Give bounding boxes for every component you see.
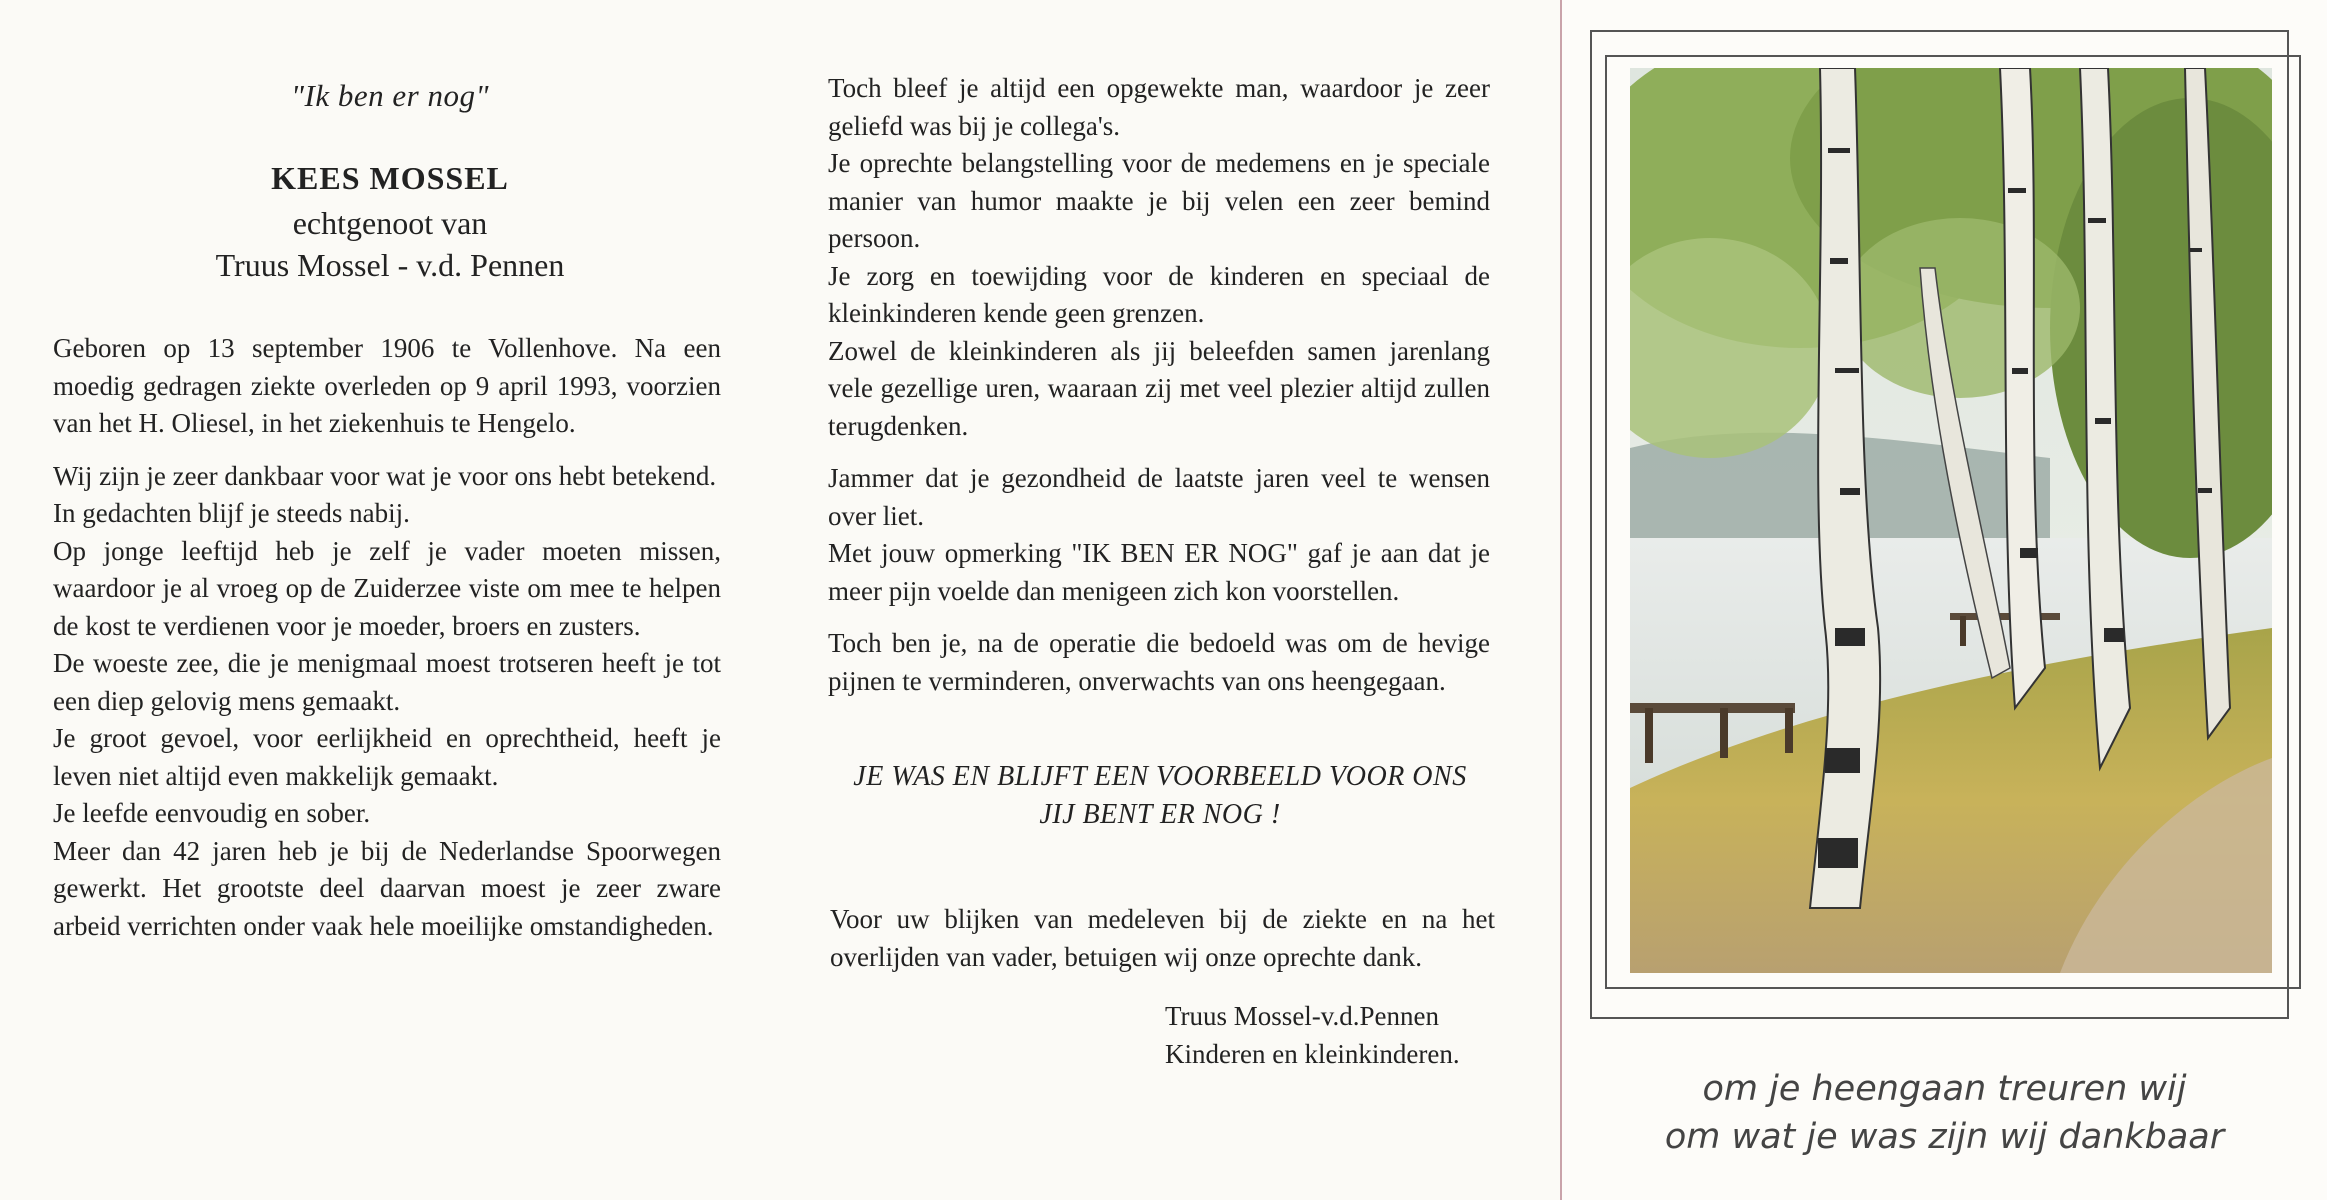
spouse-intro: echtgenoot van: [292, 205, 488, 241]
paragraph-operation: Toch ben je, na de operatie die bedoeld was om de hevige pijnen te verminderen, onverwachts van ons heengegaan.: [828, 628, 1490, 696]
paragraph-gratitude: Wij zijn je zeer dankbaar voor wat je voor ons hebt betekend.: [53, 460, 717, 491]
spouse-name: Truus Mossel - v.d. Pennen: [215, 247, 565, 283]
signature-line-2: Kinderen en kleinkinderen.: [1165, 1039, 1460, 1069]
paragraph-grandchildren: Zowel de kleinkinderen als jij beleefden samen jarenlang vele gezellige uren, waaraan zij met veel plezier altijd zullen terugdenken.: [828, 335, 1490, 441]
paragraph-birth-death: Geboren op 13 september 1906 te Vollenhove. Na een moedig gedragen ziekte overleden op 9 april 1993, voorzien van het H. Oliesel, in het ziekenhuis te Hengelo.: [53, 333, 721, 438]
closing-quote: [820, 758, 1500, 834]
paragraph-humor: Je oprechte belangstelling voor de medemens en je speciale manier van humor maakte je bij velen een zeer bemind persoon.: [828, 148, 1490, 253]
signature: [1165, 997, 1460, 1073]
signature-line-1: Truus Mossel-v.d.Pennen: [1165, 1001, 1440, 1031]
paragraph-simple-life: Je leefde eenvoudig en sober.: [53, 798, 371, 828]
paragraph-health: Jammer dat je gezondheid de laatste jaren veel te wensen over liet.: [828, 463, 1490, 531]
left-panel: [0, 0, 780, 1200]
deceased-name: KEES MOSSEL: [271, 160, 509, 196]
memorial-caption: [1562, 1065, 2327, 1161]
birch-lake-photo: [1630, 68, 2272, 973]
paragraph-youth: Op jonge leeftijd heb je zelf je vader moeten missen, waardoor je al vroeg op de Zuiderzee viste om mee te helpen de kost te verdienen voor je moeder, broers en zusters.: [53, 535, 721, 641]
left-body-text: [53, 330, 721, 945]
caption-line-1: om je heengaan treuren wij: [1702, 1069, 2187, 1109]
caption-line-2: om wat je was zijn wij dankbaar: [1664, 1117, 2225, 1157]
quote-line-1: JE WAS EN BLIJFT EEN VOORBEELD VOOR ONS: [853, 761, 1467, 792]
birch-lake-illustration: [1630, 68, 2272, 973]
middle-body-text: [828, 70, 1490, 700]
quote-line-2: JIJ BENT ER NOG !: [1039, 799, 1281, 830]
paragraph-honesty: Je groot gevoel, voor eerlijkheid en oprechtheid, heeft je leven niet altijd even makkelijk gemaakt.: [53, 723, 721, 791]
paragraph-remark: Met jouw opmerking "IK BEN ER NOG" gaf je aan dat je meer pijn voelde dan menigeen zich kon voorstellen.: [828, 538, 1490, 606]
paragraph-memory: In gedachten blijf je steeds nabij.: [53, 498, 410, 528]
motto: "Ik ben er nog": [291, 78, 489, 113]
thanks-text: Voor uw blijken van medeleven bij de ziekte en na het overlijden van vader, betuigen wij onze oprechte dank.: [830, 904, 1495, 972]
paragraph-cheerful: Toch bleef je altijd een opgewekte man, waardoor je zeer geliefd was bij je collega's.: [828, 73, 1490, 141]
paragraph-children: Je zorg en toewijding voor de kinderen en speciaal de kleinkinderen kende geen grenzen.: [828, 260, 1490, 328]
paragraph-sea: De woeste zee, die je menigmaal moest trotseren heeft je tot een diep gelovig mens gemaakt.: [53, 648, 721, 716]
paragraph-railways: Meer dan 42 jaren heb je bij de Nederlandse Spoorwegen gewerkt. Het grootste deel daarvan moest je zeer zware arbeid verrichten onder vaak hele moeilijke omstandigheden.: [53, 835, 721, 941]
